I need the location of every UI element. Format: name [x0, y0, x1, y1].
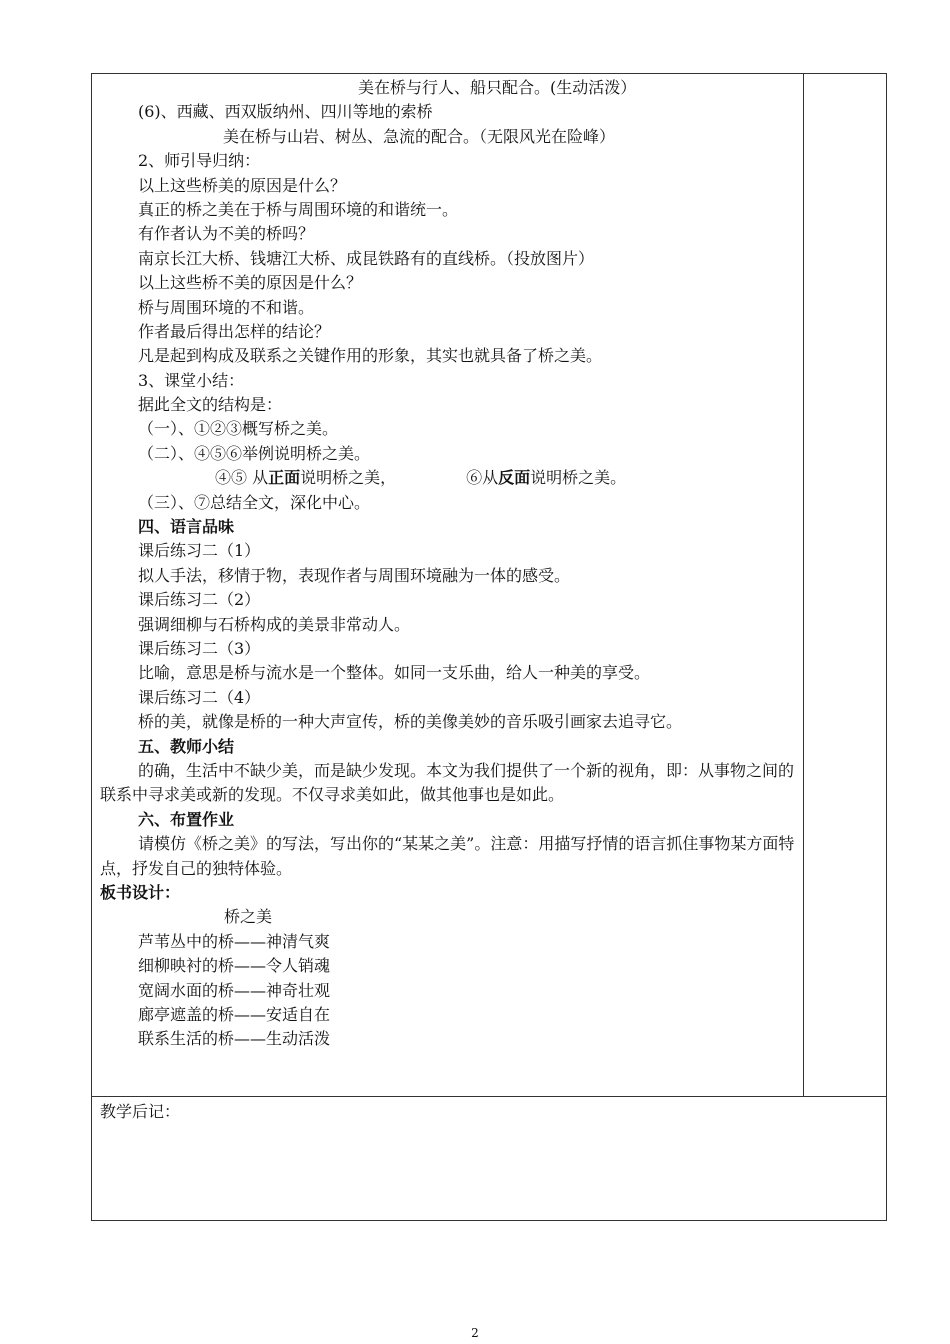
- lesson-content: [100, 76, 800, 1052]
- text-line: 以上这些桥美的原因是什么？: [138, 175, 347, 195]
- exercise-line: 课后练习二（3）: [138, 638, 261, 658]
- column-divider: [803, 73, 804, 1096]
- text-line: 真正的桥之美在于桥与周围环境的和谐统一。: [138, 199, 459, 219]
- section-heading: 四、语言品味: [138, 517, 235, 537]
- board-item: 细柳映衬的桥——令人销魂: [138, 956, 331, 976]
- text-line: 凡是起到构成及联系之关键作用的形象，其实也就具备了桥之美。: [138, 346, 603, 366]
- page-number: 2: [471, 1326, 479, 1340]
- text-line: 作者最后得出怎样的结论？: [138, 321, 331, 341]
- struct-part: ⑥从: [466, 468, 499, 488]
- section-heading: 六、布置作业: [138, 809, 235, 829]
- text-line: （二）、④⑤⑥举例说明桥之美。: [138, 443, 371, 463]
- struct-part: ④⑤ 从: [215, 468, 269, 488]
- text-line: （一）、①②③概写桥之美。: [138, 419, 339, 439]
- homework-paragraph: 请模仿《桥之美》的写法，写出你的“某某之美”。注意：用描写抒情的语言抓住事物某方面特点，抒发自己的独特体验。: [100, 834, 795, 878]
- board-item: 廊亭遮盖的桥——安适自在: [138, 1004, 331, 1024]
- board-item: 宽阔水面的桥——神奇壮观: [138, 980, 331, 1000]
- postscript-label: 教学后记：: [100, 1102, 181, 1121]
- row-divider: [91, 1096, 887, 1097]
- text-line: 2、师引导归纳：: [138, 151, 261, 171]
- board-design-heading: 板书设计：: [100, 882, 181, 902]
- struct-emphasis: 正面: [268, 468, 301, 488]
- text-line: 3、课堂小结：: [138, 370, 245, 390]
- text-line: 南京长江大桥、钱塘江大桥、成昆铁路有的直线桥。（投放图片）: [138, 248, 595, 268]
- text-line: 美在桥与行人、船只配合。(生动活泼）: [358, 78, 637, 97]
- exercise-line: 课后练习二（2）: [138, 590, 261, 610]
- exercise-line: 桥的美，就像是桥的一种大声宣传，桥的美像美妙的音乐吸引画家去追寻它。: [138, 712, 683, 732]
- exercise-line: 强调细柳与石桥构成的美景非常动人。: [138, 614, 411, 634]
- struct-emphasis: 反面: [498, 468, 531, 488]
- structure-detail-line: [100, 466, 800, 490]
- text-line: (6)、西藏、西双版纳州、四川等地的索桥: [138, 102, 433, 122]
- text-line: 美在桥与山岩、树丛、急流的配合。（无限风光在险峰）: [223, 126, 616, 146]
- exercise-line: 课后练习二（1）: [138, 541, 261, 561]
- section-heading: 五、教师小结: [138, 736, 235, 756]
- board-item: 联系生活的桥——生动活泼: [138, 1029, 331, 1049]
- board-item: 芦苇丛中的桥——神清气爽: [138, 931, 331, 951]
- text-line: 有作者认为不美的桥吗？: [138, 224, 315, 244]
- text-line: 据此全文的结构是：: [138, 395, 283, 415]
- text-line: 桥与周围环境的不和谐。: [138, 297, 315, 317]
- text-line: 以上这些桥不美的原因是什么？: [138, 273, 363, 293]
- board-title: 桥之美: [224, 907, 273, 927]
- summary-paragraph: 的确，生活中不缺少美，而是缺少发现。本文为我们提供了一个新的视角，即：从事物之间的联系中寻求美或新的发现。不仅寻求美如此，做其他事也是如此。: [100, 760, 795, 805]
- exercise-line: 比喻，意思是桥与流水是一个整体。如同一支乐曲，给人一种美的享受。: [138, 663, 651, 683]
- text-line: （三）、⑦总结全文，深化中心。: [138, 492, 371, 512]
- exercise-line: 课后练习二（4）: [138, 687, 261, 707]
- struct-part: 说明桥之美，: [300, 468, 397, 488]
- exercise-line: 拟人手法，移情于物，表现作者与周围环境融为一体的感受。: [138, 565, 571, 585]
- struct-part: 说明桥之美。: [530, 468, 627, 488]
